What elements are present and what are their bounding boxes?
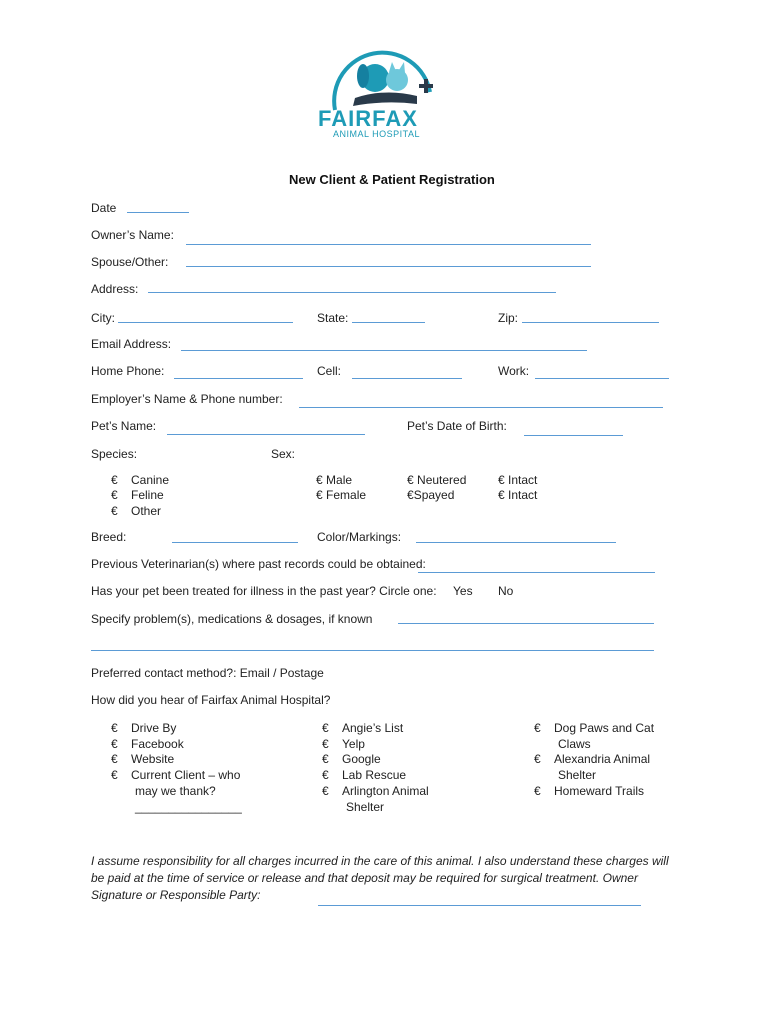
species-option-feline[interactable]: € Feline (111, 488, 164, 502)
employer-label: Employer’s Name & Phone number: (91, 392, 283, 406)
species-option-canine[interactable]: € Canine (111, 473, 170, 487)
option-intact-female[interactable]: € Intact (498, 488, 538, 502)
referral-drive-by[interactable]: € Drive By (111, 721, 177, 735)
checkbox-icon[interactable]: € (111, 721, 118, 735)
referral-question: How did you hear of Fairfax Animal Hospital? (91, 693, 331, 707)
checkbox-icon[interactable]: € (322, 737, 329, 751)
referral-arlington[interactable]: € Arlington Animal (322, 784, 429, 798)
yes-option[interactable]: Yes (453, 584, 473, 598)
specify-problems-field[interactable] (398, 623, 654, 624)
work-field[interactable] (535, 378, 669, 379)
treated-question: Has your pet been treated for illness in the past year? Circle one: (91, 584, 437, 598)
checkbox-icon[interactable]: € (316, 473, 323, 487)
option-spayed[interactable]: €Spayed (407, 488, 455, 502)
referral-dog-paws[interactable]: € Dog Paws and Cat (534, 721, 655, 735)
referral-homeward-trails[interactable]: € Homeward Trails (534, 784, 645, 798)
work-label: Work: (498, 364, 530, 378)
city-field[interactable] (118, 322, 293, 323)
form-title: New Client & Patient Registration (289, 172, 495, 187)
sex-option-female[interactable]: € Female (316, 488, 367, 502)
checkbox-icon[interactable]: € (111, 473, 118, 487)
pet-name-label: Pet’s Name: (91, 419, 157, 433)
referral-current-client-cont: may we thank? (135, 784, 216, 798)
checkbox-icon[interactable]: € (322, 784, 329, 798)
address-field[interactable] (148, 292, 556, 293)
checkbox-icon[interactable]: € (407, 473, 414, 487)
sex-label: Sex: (271, 447, 296, 461)
specify-problems-label: Specify problem(s), medications & dosages, if known (91, 612, 373, 626)
email-label: Email Address: (91, 337, 172, 351)
cell-field[interactable] (352, 378, 462, 379)
checkbox-icon[interactable]: € (111, 504, 118, 518)
referral-current-client-blank[interactable]: ________________ (135, 800, 242, 814)
checkbox-icon[interactable]: € (111, 752, 118, 766)
referral-google[interactable]: € Google (322, 752, 381, 766)
state-label: State: (317, 311, 349, 325)
home-phone-label: Home Phone: (91, 364, 165, 378)
referral-facebook[interactable]: € Facebook (111, 737, 184, 751)
logo-title: FAIRFAX (318, 106, 418, 131)
pet-name-field[interactable] (167, 434, 365, 435)
referral-current-client[interactable]: € Current Client – who (111, 768, 241, 782)
sex-option-male[interactable]: € Male (316, 473, 353, 487)
address-label: Address: (91, 282, 139, 296)
cell-label: Cell: (317, 364, 342, 378)
species-label: Species: (91, 447, 138, 461)
referral-alexandria-cont: Shelter (558, 768, 597, 782)
email-field[interactable] (181, 350, 587, 351)
specify-problems-field-2[interactable] (91, 650, 654, 651)
zip-label: Zip: (498, 311, 519, 325)
checkbox-icon[interactable]: € (534, 752, 541, 766)
date-field[interactable] (127, 212, 189, 213)
checkbox-icon[interactable]: € (111, 488, 118, 502)
referral-arlington-cont: Shelter (346, 800, 385, 814)
referral-angies-list[interactable]: € Angie’s List (322, 721, 404, 735)
owner-name-label: Owner’s Name: (91, 228, 174, 242)
spouse-field[interactable] (186, 266, 591, 267)
signature-field[interactable] (318, 905, 641, 906)
referral-alexandria[interactable]: € Alexandria Animal (534, 752, 651, 766)
species-option-other[interactable]: € Other (111, 504, 162, 518)
color-markings-label: Color/Markings: (317, 530, 402, 544)
checkbox-icon[interactable]: € (316, 488, 323, 502)
responsibility-statement: I assume responsibility for all charges incurred in the care of this animal. I also understand these charges will be paid at the time of service or release and that deposit may be required for surgical treatment. Owner Signature or Responsible Party: (91, 854, 669, 902)
referral-lab-rescue[interactable]: € Lab Rescue (322, 768, 407, 782)
checkbox-icon[interactable]: € (534, 784, 541, 798)
state-field[interactable] (352, 322, 425, 323)
no-option[interactable]: No (498, 584, 514, 598)
preferred-contact-label: Preferred contact method?: Email / Postage (91, 666, 324, 680)
referral-yelp[interactable]: € Yelp (322, 737, 365, 751)
checkbox-icon[interactable]: € (322, 721, 329, 735)
pet-dob-label: Pet’s Date of Birth: (407, 419, 507, 433)
referral-dog-paws-cont: Claws (558, 737, 591, 751)
checkbox-icon[interactable]: € (407, 488, 414, 502)
previous-vet-label: Previous Veterinarian(s) where past records could be obtained: (91, 557, 426, 571)
option-neutered[interactable]: € Neutered (407, 473, 467, 487)
checkbox-icon[interactable]: € (111, 737, 118, 751)
owner-name-field[interactable] (186, 244, 591, 245)
previous-vet-field[interactable] (418, 572, 655, 573)
employer-field[interactable] (299, 407, 663, 408)
logo-subtitle: ANIMAL HOSPITAL (333, 129, 421, 139)
date-label: Date (91, 201, 117, 215)
breed-label: Breed: (91, 530, 127, 544)
checkbox-icon[interactable]: € (498, 488, 505, 502)
home-phone-field[interactable] (174, 378, 303, 379)
checkbox-icon[interactable]: € (498, 473, 505, 487)
zip-field[interactable] (522, 322, 659, 323)
color-markings-field[interactable] (416, 542, 616, 543)
checkbox-icon[interactable]: € (534, 721, 541, 735)
option-intact-male[interactable]: € Intact (498, 473, 538, 487)
city-label: City: (91, 311, 115, 325)
checkbox-icon[interactable]: € (322, 768, 329, 782)
pet-dob-field[interactable] (524, 435, 623, 436)
checkbox-icon[interactable]: € (111, 768, 118, 782)
spouse-label: Spouse/Other: (91, 255, 169, 269)
checkbox-icon[interactable]: € (322, 752, 329, 766)
breed-field[interactable] (172, 542, 298, 543)
referral-website[interactable]: € Website (111, 752, 175, 766)
